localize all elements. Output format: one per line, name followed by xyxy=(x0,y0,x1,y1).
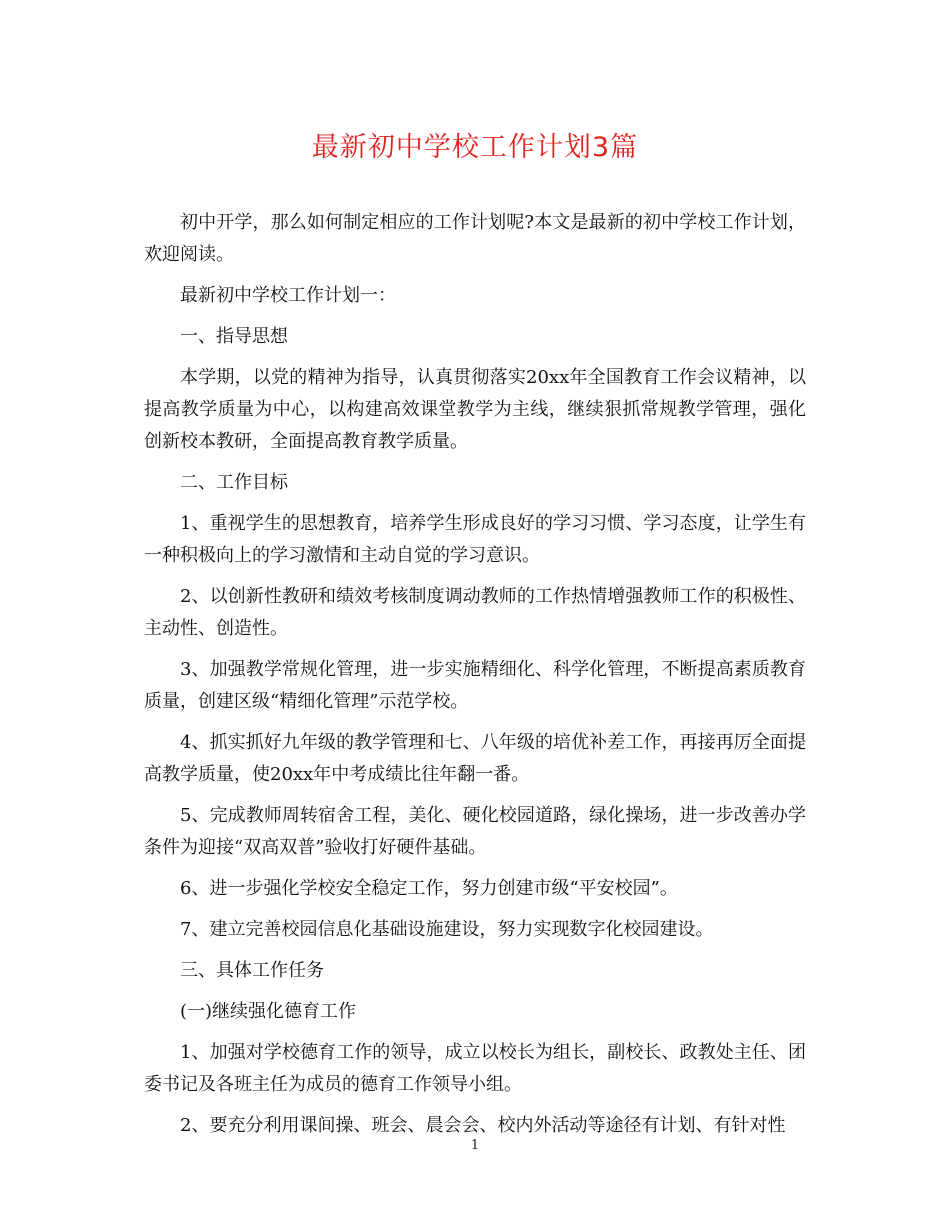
section-heading-work-goals: 二、工作目标 xyxy=(180,472,288,493)
paragraph-intro: 初中开学，那么如何制定相应的工作计划呢?本文是最新的初中学校工作计划，欢迎阅读。 xyxy=(144,212,806,265)
goal-item-5: 5、完成教师周转宿舍工程，美化、硬化校园道路，绿化操场，进一步改善办学条件为迎接“双高双普”验收打好硬件基础。 xyxy=(144,805,806,858)
document-title: 最新初中学校工作计划3篇 xyxy=(311,132,639,163)
goal-item-3: 3、加强教学常规化管理，进一步实施精细化、科学化管理，不断提高素质教育质量，创建区级“精细化管理”示范学校。 xyxy=(144,659,806,712)
page-number: 1 xyxy=(470,1138,480,1153)
section-heading-specific-tasks: 三、具体工作任务 xyxy=(180,960,324,981)
paragraph-plan-one-heading: 最新初中学校工作计划一： xyxy=(180,285,396,306)
paragraph-guiding-thought: 本学期，以党的精神为指导，认真贯彻落实20xx年全国教育工作会议精神，以提高教学质量为中心，以构建高效课堂教学为主线，继续狠抓常规教学管理，强化创新校本教研，全面提高教育教学质量。 xyxy=(144,367,806,452)
subsection-heading-moral-education: (一)继续强化德育工作 xyxy=(180,1001,357,1022)
document-body xyxy=(144,207,806,1151)
goal-item-7: 7、建立完善校园信息化基础设施建设，努力实现数字化校园建设。 xyxy=(180,919,714,940)
goal-item-1: 1、重视学生的思想教育，培养学生形成良好的学习习惯、学习态度，让学生有一种积极向上的学习激情和主动自觉的学习意识。 xyxy=(144,513,806,566)
goal-item-4: 4、抓实抓好九年级的教学管理和七、八年级的培优补差工作，再接再厉全面提高教学质量，使20xx年中考成绩比往年翻一番。 xyxy=(144,732,806,785)
goal-item-2: 2、以创新性教研和绩效考核制度调动教师的工作热情增强教师工作的积极性、主动性、创造性。 xyxy=(144,586,806,639)
task-item-1: 1、加强对学校德育工作的领导，成立以校长为组长，副校长、政教处主任、团委书记及各班主任为成员的德育工作领导小组。 xyxy=(144,1042,806,1095)
task-item-2: 2、要充分利用课间操、班会、晨会会、校内外活动等途径有计划、有针对性 xyxy=(180,1115,786,1136)
goal-item-6: 6、进一步强化学校安全稳定工作，努力创建市级“平安校园”。 xyxy=(180,878,678,899)
section-heading-guiding-thought: 一、指导思想 xyxy=(180,326,288,347)
